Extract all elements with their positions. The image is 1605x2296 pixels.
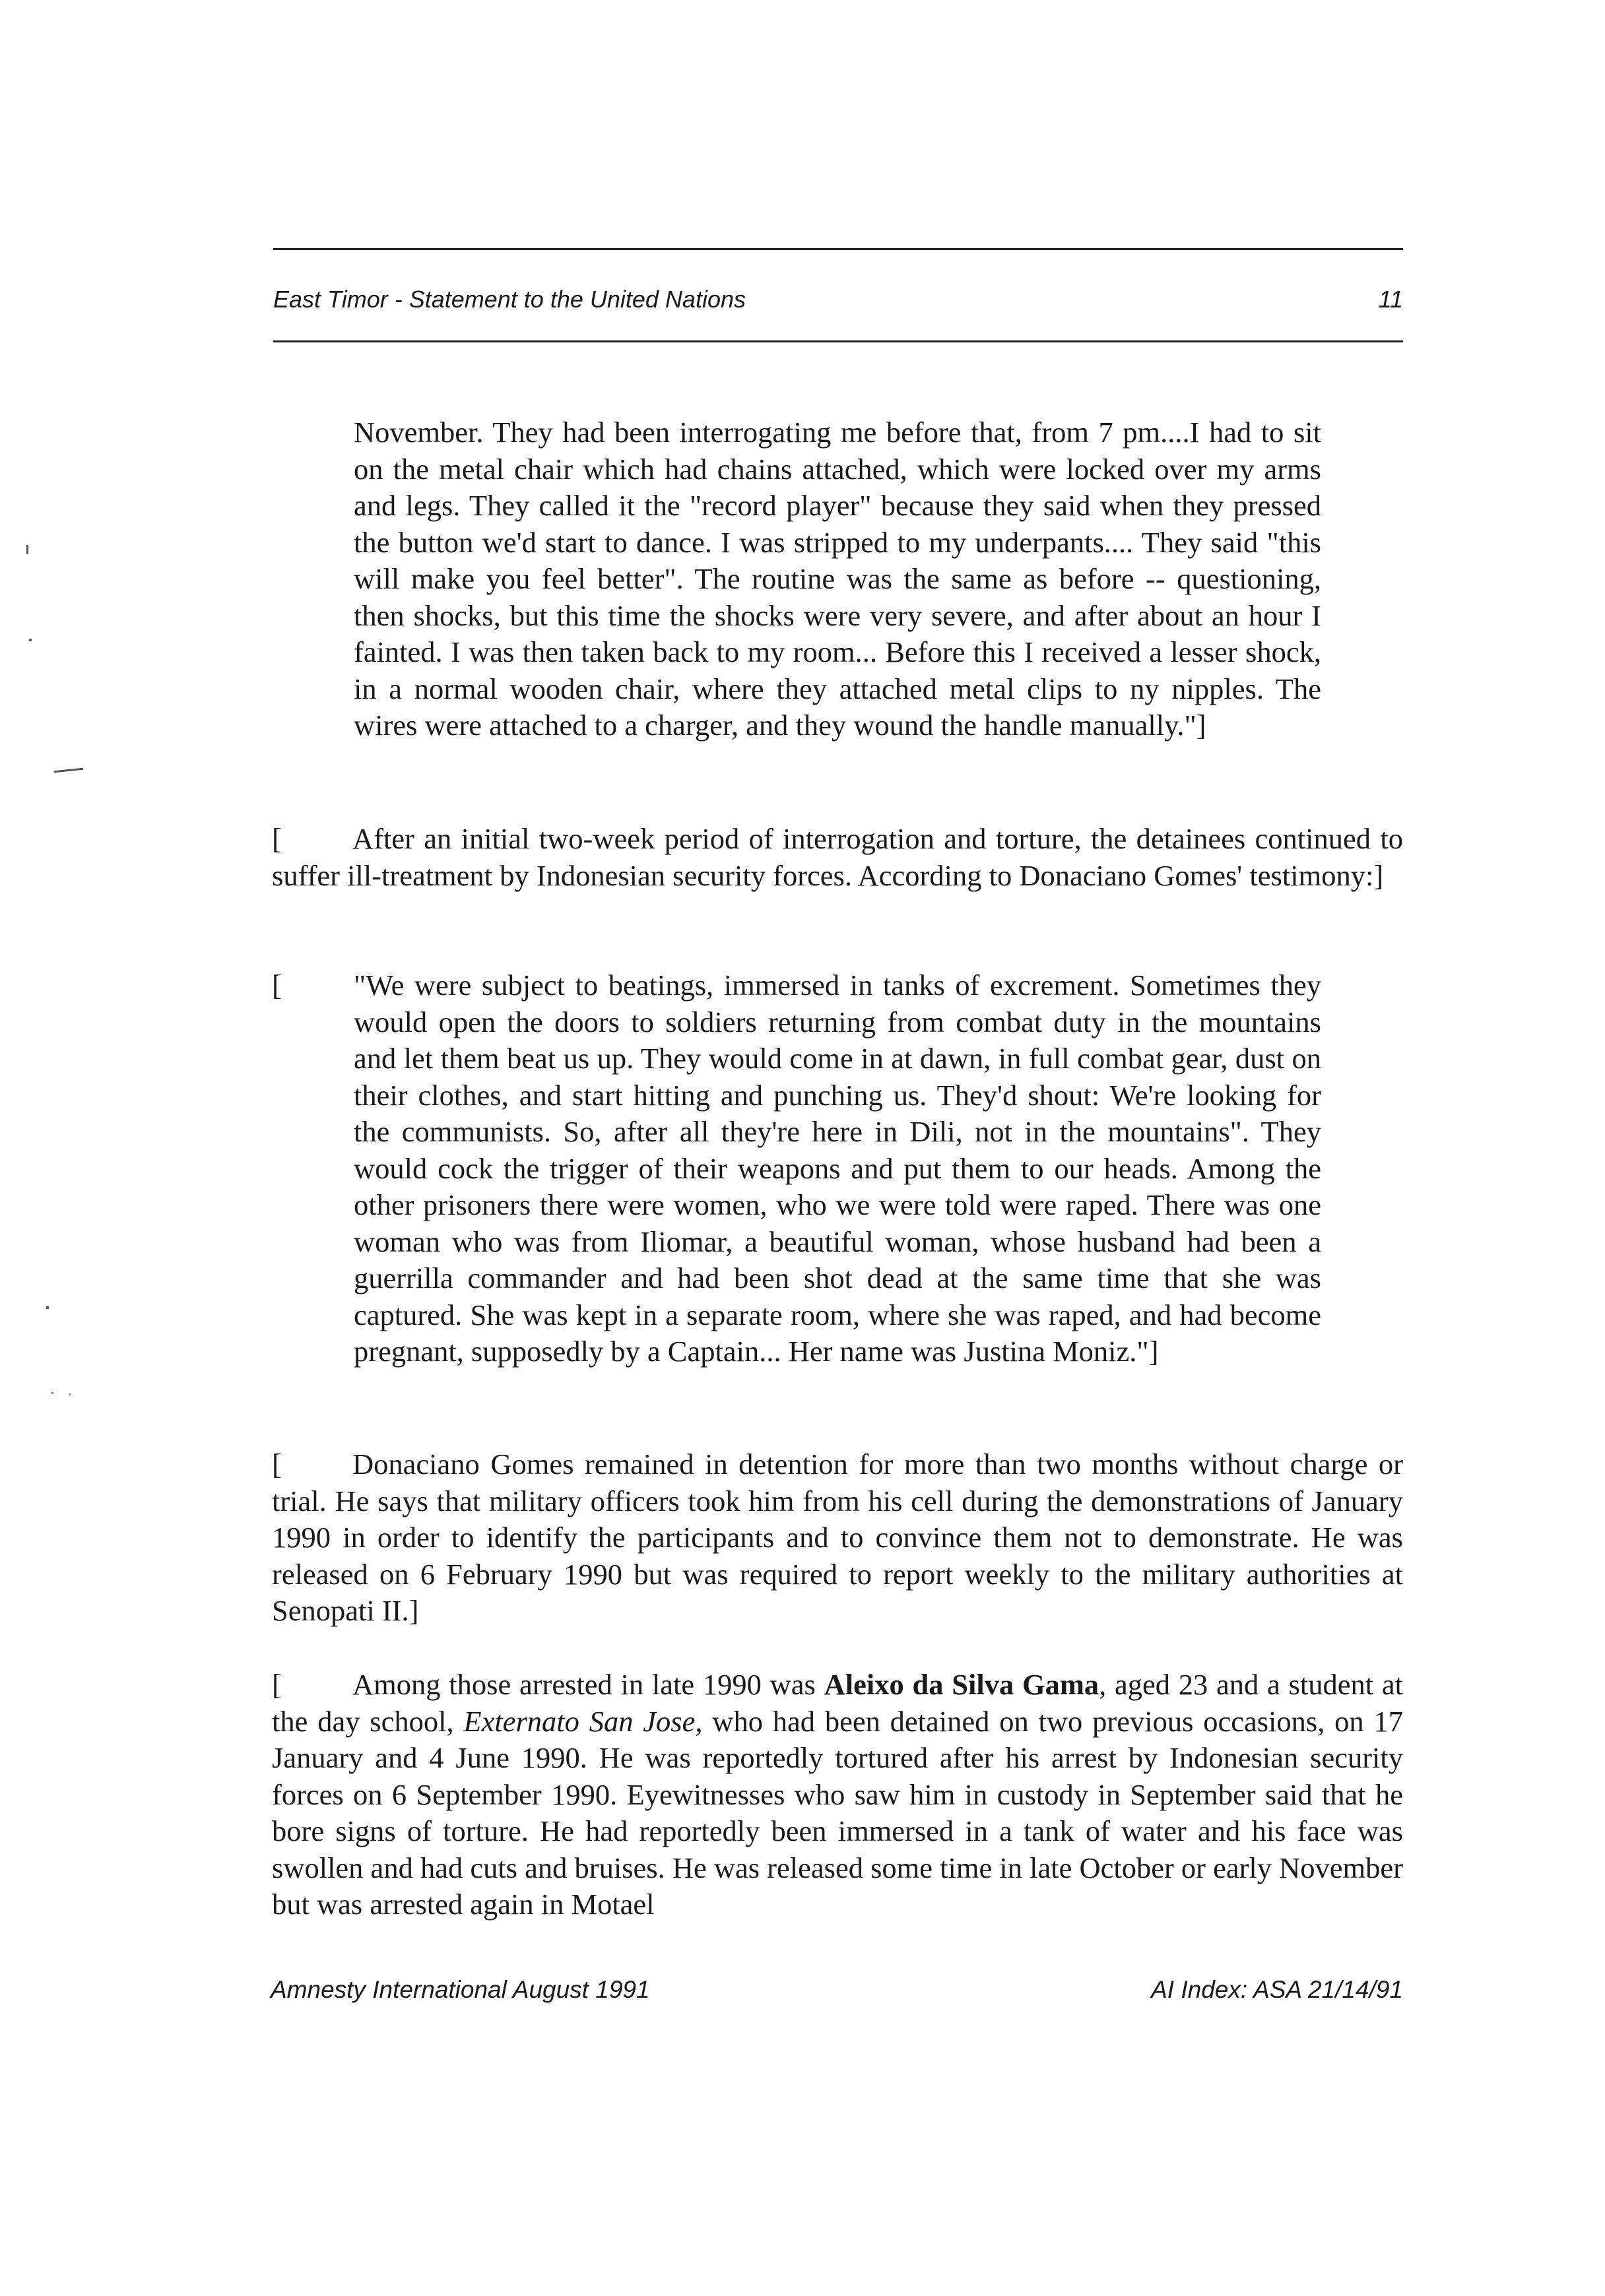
paragraph-2-bracket: [ (272, 1448, 282, 1481)
paragraph-3-text-a: Among those arrested in late 1990 was (352, 1668, 824, 1701)
scan-dash (54, 768, 83, 773)
testimony-quote-gomes (272, 967, 1321, 1370)
paragraph-gama-arrest (272, 1667, 1403, 1923)
quote-1-text: November. They had been interrogating me before that, from 7 pm....I had to sit on the metal chair which had chains attached, which were locked over my arms and legs. They called it the "record player" because they said when they pressed the button we'd start to dance. I was stripped to my underpants.... They said "this will make you feel better". The routine was the same as before -- questioning, then shocks, but this time the shocks were very severe, and after about an hour I fainted. I was then taken back to my room... Before this I received a lesser shock, in a normal wooden chair, where they attached metal clips to ny nipples. The wires were attached to a charger, and they wound the handle manually."] (354, 416, 1321, 742)
paragraph-3-text-c: , who had been detained on two previous occasions, on 17 January and 4 June 1990. He was reportedly tortured after his arrest by Indonesian security forces on 6 September 1990. Eyewitnesses who saw him in custody in September said that he bore signs of torture. He had reportedly been immersed in a tank of water and his face was swollen and had cuts and bruises. He was released some time in late October or early November but was arrested again in Motael (272, 1704, 1403, 1921)
scan-speck (69, 1393, 71, 1395)
scan-speck (46, 1306, 49, 1309)
scan-speck (26, 545, 28, 554)
running-header (273, 280, 1403, 319)
running-title: East Timor - Statement to the United Nations (273, 286, 746, 313)
footer-index: AI Index: ASA 21/14/91 (1151, 1976, 1403, 2003)
paragraph-gomes-release (272, 1446, 1403, 1630)
page-footer (271, 1970, 1403, 2010)
header-rule-top (273, 248, 1403, 250)
quote-2-bracket: [ (272, 969, 282, 1002)
quote-2-text: "We were subject to beatings, immersed in tanks of excrement. Sometimes they would open the doors to soldiers returning from combat duty in the mountains and let them beat us up. They would come in at dawn, in full combat gear, dust on their clothes, and start hitting and punching us. They'd shout: We're looking for the communists. So, after all they're here in Dili, not in the mountains". They would cock the trigger of their weapons and put them to our heads. Among the other prisoners there were women, who we were told were raped. There was one woman who was from Iliomar, a beautiful woman, whose husband had been a guerrilla commander and had been shot dead at the same time that she was captured. She was kept in a separate room, where she was raped, and had become pregnant, supposedly by a Captain... Her name was Justina Moniz."] (354, 969, 1321, 1368)
paragraph-2-text: Donaciano Gomes remained in detention for more than two months without charge or trial. He says that military officers took him from his cell during the demonstrations of January 1990 in order to identify the participants and to convince them not to demonstrate. He was released on 6 February 1990 but was required to report weekly to the military authorities at Senopati II.] (272, 1448, 1403, 1627)
paragraph-detention-conditions (272, 821, 1403, 894)
scan-speck (29, 639, 32, 641)
paragraph-3-text-b: , aged 23 and a student at the day school, (272, 1668, 1403, 1738)
detainee-name: Aleixo da Silva Gama (824, 1668, 1099, 1701)
footer-publisher: Amnesty International August 1991 (271, 1976, 650, 2003)
paragraph-1-text: After an initial two-week period of interrogation and torture, the detainees continued to suffer ill-treatment by Indonesian security forces. According to Donaciano Gomes' testimony:] (272, 822, 1403, 892)
page-number: 11 (1378, 286, 1403, 313)
scan-speck (51, 1392, 53, 1394)
school-name: Externato San Jose (463, 1704, 696, 1738)
header-rule-bottom (273, 340, 1403, 342)
paragraph-1-bracket: [ (272, 822, 282, 855)
testimony-quote-continued (354, 414, 1321, 744)
paragraph-3-bracket: [ (272, 1668, 282, 1701)
